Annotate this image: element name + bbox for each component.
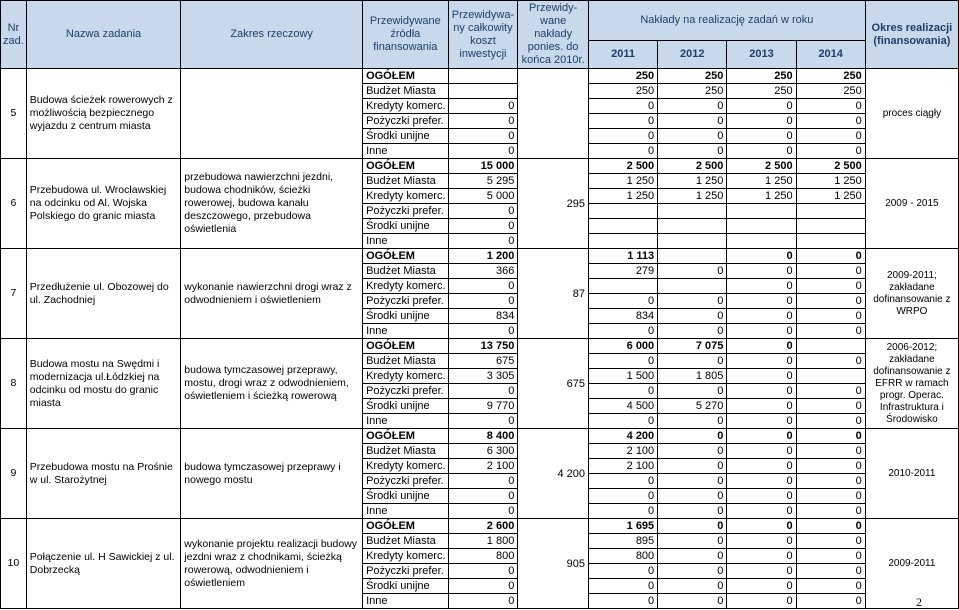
outlay-2013-value: 0 — [727, 549, 796, 564]
total-cost-value: 0 — [448, 204, 518, 219]
outlay-2014-value: 0 — [796, 504, 865, 519]
funding-source-label: Kredyty komerc. — [363, 279, 448, 294]
outlay-2012-value: 0 — [658, 459, 727, 474]
total-cost-value: 6 300 — [448, 444, 518, 459]
funding-source-label: Pożyczki prefer. — [363, 204, 448, 219]
funding-source-label: Inne — [363, 324, 448, 339]
outlay-2013-value: 0 — [727, 354, 796, 369]
outlay-2013-value: 0 — [727, 429, 796, 444]
realization-period: 2006-2012; zakładane dofinansowanie z EFRR w ramach progr. Operac. Infrastruktura i Środowisko — [865, 339, 958, 429]
funding-source-label: Kredyty komerc. — [363, 189, 448, 204]
outlay-2014-value: 0 — [796, 459, 865, 474]
outlay-2014-value: 0 — [796, 144, 865, 159]
total-cost-value: 9 770 — [448, 399, 518, 414]
outlay-2011-value: 0 — [588, 414, 657, 429]
total-cost-value: 5 000 — [448, 189, 518, 204]
funding-source-label: Inne — [363, 234, 448, 249]
outlay-2012-value: 0 — [658, 474, 727, 489]
outlay-2011-value: 2 100 — [588, 444, 657, 459]
header-outlays: Nakłady na realizację zadań w roku — [588, 1, 865, 41]
funding-source-label: Budżet Miasta — [363, 84, 448, 99]
outlay-2014-value — [796, 369, 865, 384]
task-scope: budowa tymczasowej przeprawy, mostu, drogi wraz z odwodnieniem, oświetleniem i ścieżką rowerową — [181, 339, 363, 429]
outlay-2011-value: 0 — [588, 129, 657, 144]
total-cost-value — [448, 69, 518, 84]
outlay-2013-value: 0 — [727, 99, 796, 114]
outlay-2013-value: 0 — [727, 399, 796, 414]
outlay-2014-value: 0 — [796, 399, 865, 414]
total-cost-value — [448, 84, 518, 99]
funding-source-label: Budżet Miasta — [363, 174, 448, 189]
outlay-2012-value: 0 — [658, 579, 727, 594]
total-cost-value: 13 750 — [448, 339, 518, 354]
funding-source-label: Pożyczki prefer. — [363, 474, 448, 489]
outlay-2014-value: 0 — [796, 279, 865, 294]
outlay-2013-value: 0 — [727, 474, 796, 489]
outlay-2011-value: 1 113 — [588, 249, 657, 264]
outlay-2014-value: 1 250 — [796, 174, 865, 189]
funding-source-label: OGÓŁEM — [363, 159, 448, 174]
outlay-2013-value: 0 — [727, 369, 796, 384]
total-cost-value: 366 — [448, 264, 518, 279]
outlay-2013-value: 2 500 — [727, 159, 796, 174]
table-header — [1, 1, 959, 69]
outlay-2011-value: 0 — [588, 474, 657, 489]
funding-source-label: Kredyty komerc. — [363, 459, 448, 474]
funding-source-label: Środki unijne — [363, 219, 448, 234]
total-cost-value: 0 — [448, 594, 518, 609]
outlay-2014-value: 250 — [796, 69, 865, 84]
outlay-2014-value — [796, 219, 865, 234]
outlay-2012-value: 250 — [658, 69, 727, 84]
outlay-2014-value: 0 — [796, 99, 865, 114]
outlay-2011-value: 0 — [588, 354, 657, 369]
outlay-2012-value: 0 — [658, 354, 727, 369]
outlay-2011-value: 0 — [588, 504, 657, 519]
outlay-2012-value — [658, 234, 727, 249]
outlay-2014-value: 0 — [796, 429, 865, 444]
total-cost-value: 0 — [448, 234, 518, 249]
outlay-2012-value: 1 805 — [658, 369, 727, 384]
total-cost-value: 675 — [448, 354, 518, 369]
outlay-2012-value: 5 270 — [658, 399, 727, 414]
outlay-2014-value: 0 — [796, 324, 865, 339]
total-cost-value: 800 — [448, 549, 518, 564]
funding-source-label: Inne — [363, 414, 448, 429]
funding-source-label: Inne — [363, 594, 448, 609]
outlay-2012-value: 0 — [658, 549, 727, 564]
funding-source-label: Kredyty komerc. — [363, 549, 448, 564]
outlay-2014-value: 0 — [796, 249, 865, 264]
funding-source-label: Inne — [363, 144, 448, 159]
outlay-2011-value: 0 — [588, 144, 657, 159]
outlay-2011-value: 6 000 — [588, 339, 657, 354]
outlay-2012-value — [658, 204, 727, 219]
total-cost-value: 0 — [448, 129, 518, 144]
outlay-2011-value — [588, 204, 657, 219]
outlay-2012-value: 0 — [658, 444, 727, 459]
outlay-2012-value: 1 250 — [658, 174, 727, 189]
total-cost-value: 1 800 — [448, 534, 518, 549]
spent-to-2010-value: 87 — [518, 249, 589, 339]
outlay-2012-value: 0 — [658, 564, 727, 579]
funding-source-label: Środki unijne — [363, 579, 448, 594]
total-cost-value: 0 — [448, 219, 518, 234]
funding-source-label: Środki unijne — [363, 489, 448, 504]
outlay-2012-value: 0 — [658, 309, 727, 324]
outlay-2011-value: 1 250 — [588, 189, 657, 204]
header-task-name: Nazwa zadania — [26, 1, 180, 69]
spent-to-2010-value: 295 — [518, 159, 589, 249]
task-scope: wykonanie nawierzchni drogi wraz z odwodnieniem i oświetleniem — [181, 249, 363, 339]
funding-source-label: Pożyczki prefer. — [363, 564, 448, 579]
outlay-2013-value — [727, 204, 796, 219]
page-number: 2 — [916, 595, 922, 609]
outlay-2014-value: 250 — [796, 84, 865, 99]
outlay-2013-value: 0 — [727, 144, 796, 159]
funding-source-label: Środki unijne — [363, 399, 448, 414]
funding-source-label: OGÓŁEM — [363, 429, 448, 444]
total-cost-value: 0 — [448, 564, 518, 579]
task-scope — [181, 69, 363, 159]
outlay-2012-value: 0 — [658, 414, 727, 429]
total-cost-value: 834 — [448, 309, 518, 324]
outlay-2011-value: 0 — [588, 99, 657, 114]
table-row — [1, 159, 959, 174]
outlay-2012-value: 0 — [658, 264, 727, 279]
funding-source-label: Pożyczki prefer. — [363, 294, 448, 309]
outlay-2014-value: 0 — [796, 384, 865, 399]
realization-period: 2009 - 2015 — [865, 159, 958, 249]
outlay-2012-value: 1 250 — [658, 189, 727, 204]
header-funding-source: Przewidywane źródła finansowania — [363, 1, 448, 69]
task-number: 6 — [1, 159, 27, 249]
task-scope: budowa tymczasowej przeprawy i nowego mostu — [181, 429, 363, 519]
outlay-2011-value: 2 100 — [588, 459, 657, 474]
outlay-2013-value: 0 — [727, 279, 796, 294]
total-cost-value: 0 — [448, 294, 518, 309]
outlay-2013-value: 0 — [727, 264, 796, 279]
outlay-2013-value: 0 — [727, 534, 796, 549]
funding-source-label: Kredyty komerc. — [363, 369, 448, 384]
outlay-2011-value: 0 — [588, 564, 657, 579]
header-scope: Zakres rzeczowy — [181, 1, 363, 69]
outlay-2013-value: 0 — [727, 459, 796, 474]
total-cost-value: 0 — [448, 384, 518, 399]
realization-period: 2009-2011 — [865, 519, 958, 609]
outlay-2013-value — [727, 219, 796, 234]
outlay-2011-value: 0 — [588, 294, 657, 309]
outlay-2011-value: 0 — [588, 489, 657, 504]
outlay-2011-value: 0 — [588, 114, 657, 129]
total-cost-value: 0 — [448, 489, 518, 504]
outlay-2014-value: 0 — [796, 414, 865, 429]
outlay-2014-value: 2 500 — [796, 159, 865, 174]
task-number: 10 — [1, 519, 27, 609]
outlay-2013-value: 0 — [727, 444, 796, 459]
header-year-2011: 2011 — [588, 41, 657, 69]
spent-to-2010-value: 4 200 — [518, 429, 589, 519]
outlay-2013-value: 0 — [727, 129, 796, 144]
funding-source-label: Pożyczki prefer. — [363, 384, 448, 399]
outlay-2011-value: 800 — [588, 549, 657, 564]
outlay-2014-value: 0 — [796, 519, 865, 534]
outlay-2013-value: 0 — [727, 489, 796, 504]
outlay-2011-value: 1 695 — [588, 519, 657, 534]
outlay-2014-value: 0 — [796, 114, 865, 129]
outlay-2014-value — [796, 204, 865, 219]
outlay-2012-value: 0 — [658, 144, 727, 159]
outlay-2013-value: 1 250 — [727, 189, 796, 204]
outlay-2013-value: 0 — [727, 324, 796, 339]
outlay-2014-value: 0 — [796, 549, 865, 564]
outlay-2013-value: 0 — [727, 579, 796, 594]
outlay-2014-value: 0 — [796, 294, 865, 309]
total-cost-value: 2 600 — [448, 519, 518, 534]
task-number: 5 — [1, 69, 27, 159]
task-name: Budowa mostu na Swędmi i modernizacja ul.Łódzkiej na odcinku od mostu do granic miasta — [26, 339, 180, 429]
header-period: Okres realizacji (finansowania) — [865, 1, 958, 69]
outlay-2014-value — [796, 234, 865, 249]
outlay-2013-value: 0 — [727, 249, 796, 264]
outlay-2013-value: 250 — [727, 84, 796, 99]
outlay-2011-value: 0 — [588, 579, 657, 594]
funding-source-label: Środki unijne — [363, 129, 448, 144]
header-year-2014: 2014 — [796, 41, 865, 69]
outlay-2014-value: 0 — [796, 264, 865, 279]
outlay-2012-value: 0 — [658, 594, 727, 609]
total-cost-value: 0 — [448, 324, 518, 339]
outlay-2011-value — [588, 234, 657, 249]
total-cost-value: 0 — [448, 474, 518, 489]
outlay-2012-value: 0 — [658, 534, 727, 549]
outlay-2014-value: 0 — [796, 444, 865, 459]
outlay-2012-value: 0 — [658, 519, 727, 534]
outlay-2012-value: 0 — [658, 129, 727, 144]
total-cost-value: 3 305 — [448, 369, 518, 384]
total-cost-value: 0 — [448, 279, 518, 294]
table-row — [1, 429, 959, 444]
task-number: 7 — [1, 249, 27, 339]
outlay-2012-value: 0 — [658, 504, 727, 519]
table-row — [1, 519, 959, 534]
outlay-2013-value: 1 250 — [727, 174, 796, 189]
outlay-2011-value: 2 500 — [588, 159, 657, 174]
outlay-2013-value: 0 — [727, 384, 796, 399]
outlay-2012-value: 0 — [658, 294, 727, 309]
outlay-2012-value — [658, 249, 727, 264]
outlay-2014-value: 0 — [796, 564, 865, 579]
task-scope: przebudowa nawierzchni jezdni, budowa chodników, ścieżki rowerowej, budowa kanału deszczowego, przebudowa oświetlenia — [181, 159, 363, 249]
outlay-2012-value: 0 — [658, 99, 727, 114]
outlay-2013-value: 0 — [727, 114, 796, 129]
task-name: Połączenie ul. H Sawickiej z ul. Dobrzecką — [26, 519, 180, 609]
outlay-2013-value: 0 — [727, 339, 796, 354]
funding-source-label: OGÓŁEM — [363, 519, 448, 534]
outlay-2013-value: 0 — [727, 504, 796, 519]
funding-source-label: Kredyty komerc. — [363, 99, 448, 114]
realization-period: 2010-2011 — [865, 429, 958, 519]
total-cost-value: 0 — [448, 579, 518, 594]
funding-source-label: OGÓŁEM — [363, 339, 448, 354]
outlay-2012-value — [658, 219, 727, 234]
total-cost-value: 0 — [448, 114, 518, 129]
table-row — [1, 69, 959, 84]
header-year-2012: 2012 — [658, 41, 727, 69]
outlay-2012-value: 0 — [658, 114, 727, 129]
total-cost-value: 0 — [448, 414, 518, 429]
outlay-2014-value: 0 — [796, 489, 865, 504]
outlay-2013-value — [727, 234, 796, 249]
total-cost-value: 5 295 — [448, 174, 518, 189]
funding-source-label: Budżet Miasta — [363, 264, 448, 279]
header-total-cost: Przewidywa-ny całkowity koszt inwestycji — [448, 1, 518, 69]
funding-source-label: Pożyczki prefer. — [363, 114, 448, 129]
task-number: 9 — [1, 429, 27, 519]
outlay-2014-value: 0 — [796, 354, 865, 369]
outlay-2011-value: 250 — [588, 84, 657, 99]
total-cost-value: 0 — [448, 99, 518, 114]
total-cost-value: 2 100 — [448, 459, 518, 474]
outlay-2014-value — [796, 339, 865, 354]
outlay-2012-value: 0 — [658, 324, 727, 339]
outlay-2013-value: 0 — [727, 294, 796, 309]
table-body — [1, 69, 959, 609]
outlay-2014-value: 0 — [796, 594, 865, 609]
outlay-2011-value — [588, 219, 657, 234]
outlay-2011-value: 1 500 — [588, 369, 657, 384]
outlay-2012-value: 250 — [658, 84, 727, 99]
task-name: Budowa ścieżek rowerowych z możliwością bezpiecznego wyjazdu z centrum miasta — [26, 69, 180, 159]
task-scope: wykonanie projektu realizacji budowy jezdni wraz z chodnikami, ścieżką rowerową, odwodnieniem i oświetleniem — [181, 519, 363, 609]
outlay-2013-value: 0 — [727, 594, 796, 609]
outlay-2014-value: 0 — [796, 309, 865, 324]
header-spent-to-2010: Przewidy-wane nakłady ponies. do końca 2010r. — [518, 1, 589, 69]
outlay-2014-value: 0 — [796, 534, 865, 549]
header-year-2013: 2013 — [727, 41, 796, 69]
realization-period: 2009-2011; zakładane dofinansowanie z WRPO — [865, 249, 958, 339]
task-number: 8 — [1, 339, 27, 429]
total-cost-value: 0 — [448, 144, 518, 159]
outlay-2011-value: 250 — [588, 69, 657, 84]
outlay-2012-value — [658, 279, 727, 294]
funding-source-label: Budżet Miasta — [363, 444, 448, 459]
spent-to-2010-value: 905 — [518, 519, 589, 609]
outlay-2014-value: 0 — [796, 129, 865, 144]
realization-period: proces ciągły — [865, 69, 958, 159]
outlay-2011-value: 895 — [588, 534, 657, 549]
outlay-2011-value: 4 200 — [588, 429, 657, 444]
outlay-2011-value: 1 250 — [588, 174, 657, 189]
funding-source-label: Środki unijne — [363, 309, 448, 324]
header-nr: Nr zad. — [1, 1, 27, 69]
spent-to-2010-value: 675 — [518, 339, 589, 429]
outlay-2012-value: 0 — [658, 384, 727, 399]
spent-to-2010-value — [518, 69, 589, 159]
outlay-2011-value: 0 — [588, 324, 657, 339]
outlay-2012-value: 0 — [658, 489, 727, 504]
outlay-2013-value: 0 — [727, 564, 796, 579]
task-name: Przebudowa mostu na Prośnie w ul. Starożytnej — [26, 429, 180, 519]
total-cost-value: 8 400 — [448, 429, 518, 444]
outlay-2013-value: 250 — [727, 69, 796, 84]
outlay-2011-value — [588, 279, 657, 294]
task-name: Przebudowa ul. Wrocławskiej na odcinku od Al. Wojska Polskiego do granic miasta — [26, 159, 180, 249]
outlay-2011-value: 834 — [588, 309, 657, 324]
outlay-2013-value: 0 — [727, 519, 796, 534]
total-cost-value: 15 000 — [448, 159, 518, 174]
total-cost-value: 0 — [448, 504, 518, 519]
funding-source-label: OGÓŁEM — [363, 69, 448, 84]
table-row — [1, 339, 959, 354]
funding-source-label: OGÓŁEM — [363, 249, 448, 264]
outlay-2011-value: 4 500 — [588, 399, 657, 414]
outlay-2012-value: 0 — [658, 429, 727, 444]
outlay-2014-value: 1 250 — [796, 189, 865, 204]
outlay-2011-value: 0 — [588, 384, 657, 399]
outlay-2012-value: 2 500 — [658, 159, 727, 174]
outlay-2013-value: 0 — [727, 309, 796, 324]
outlay-2012-value: 7 075 — [658, 339, 727, 354]
funding-source-label: Budżet Miasta — [363, 354, 448, 369]
funding-source-label: Budżet Miasta — [363, 534, 448, 549]
funding-source-label: Inne — [363, 504, 448, 519]
outlay-2014-value: 0 — [796, 474, 865, 489]
total-cost-value: 1 200 — [448, 249, 518, 264]
outlay-2011-value: 279 — [588, 264, 657, 279]
task-name: Przedłużenie ul. Obozowej do ul. Zachodniej — [26, 249, 180, 339]
outlay-2011-value: 0 — [588, 594, 657, 609]
outlay-2014-value: 0 — [796, 579, 865, 594]
table-row — [1, 249, 959, 264]
outlay-2013-value: 0 — [727, 414, 796, 429]
